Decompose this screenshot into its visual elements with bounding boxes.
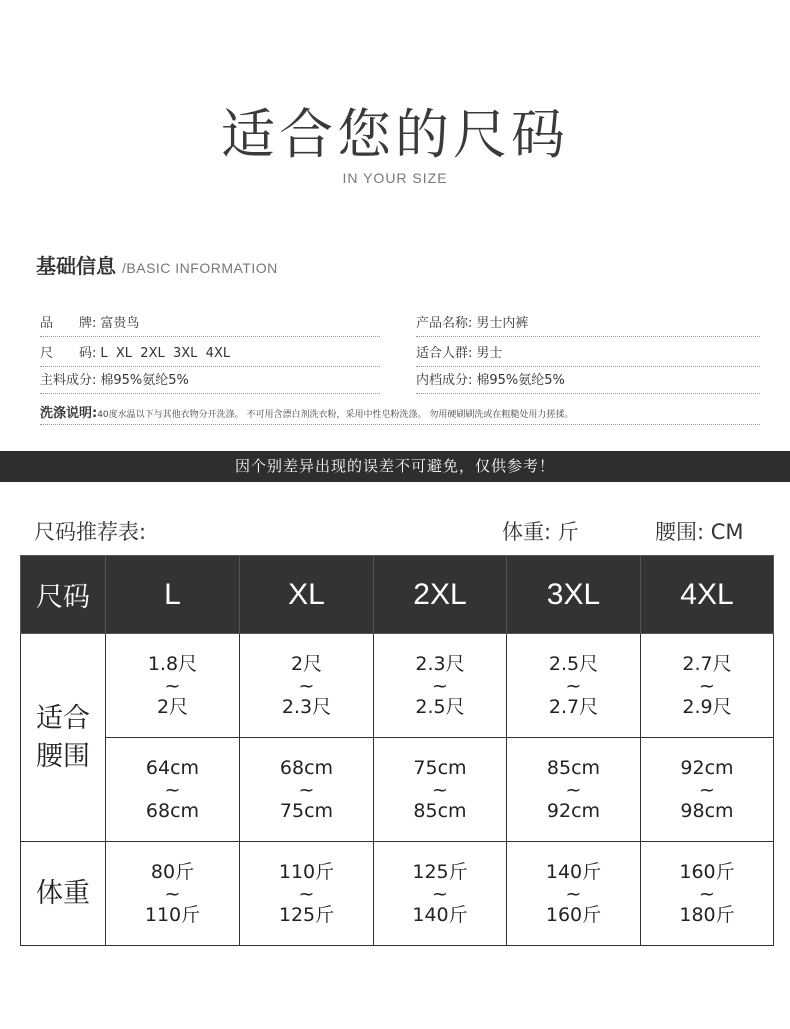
table-cell: 64cm ~ 68cm (106, 738, 240, 842)
table-cell: 80斤 ~ 110斤 (106, 842, 240, 946)
table-cell: 140斤 ~ 160斤 (507, 842, 641, 946)
table-cell: 68cm ~ 75cm (240, 738, 374, 842)
size-chart-label: 尺码推荐表: (34, 520, 147, 544)
info-value: 男士内裤 (476, 316, 529, 331)
info-row-lining-material (416, 369, 760, 394)
info-value: 棉95%氨纶5% (100, 373, 189, 388)
basic-info-heading-en: /BASIC INFORMATION (122, 260, 278, 276)
info-label: 内档成分: (416, 373, 473, 388)
info-value: 男士 (476, 346, 503, 361)
info-row-target-group (416, 342, 760, 367)
size-header-row (21, 556, 774, 634)
info-label: 主料成分: (40, 373, 97, 388)
header-cell-size: 尺码 (21, 556, 106, 634)
wash-text: 40度水温以下与其他衣物分开洗涤。 不可用含漂白剂洗衣粉，采用中性皂粉洗涤。 勿用硬刷刷洗或在粗糙处用力搓揉。 (97, 410, 574, 420)
table-cell: 160斤 ~ 180斤 (641, 842, 774, 946)
size-chart-table (20, 555, 774, 946)
info-value: L XL 2XL 3XL 4XL (100, 346, 231, 361)
weight-row (21, 842, 774, 946)
info-label: 适合人群: (416, 346, 473, 361)
table-cell: 2.3尺 ~ 2.5尺 (374, 634, 507, 738)
info-value: 富贵鸟 (100, 316, 140, 331)
basic-info-heading-zh: 基础信息 (36, 254, 116, 278)
header-cell-4XL: 4XL (641, 556, 774, 634)
info-row-product-name (416, 312, 760, 337)
waist-cm-row (21, 738, 774, 842)
weight-row-label: 体重 (21, 842, 106, 946)
table-cell: 125斤 ~ 140斤 (374, 842, 507, 946)
table-cell: 2.7尺 ~ 2.9尺 (641, 634, 774, 738)
info-label: 尺 码: (40, 346, 97, 361)
wash-label: 洗涤说明: (40, 406, 98, 421)
table-cell: 85cm ~ 92cm (507, 738, 641, 842)
info-row-main-material (40, 369, 380, 394)
info-label: 产品名称: (416, 316, 473, 331)
info-label: 品 牌: (40, 316, 97, 331)
basic-info-heading (36, 250, 278, 279)
header-cell-3XL: 3XL (507, 556, 641, 634)
header-cell-L: L (106, 556, 240, 634)
info-row-brand (40, 312, 380, 337)
table-cell: 2.5尺 ~ 2.7尺 (507, 634, 641, 738)
wash-instructions (40, 400, 760, 425)
header-cell-2XL: 2XL (374, 556, 507, 634)
waist-row-label: 适合腰围 (21, 634, 106, 842)
info-value: 棉95%氨纶5% (476, 373, 565, 388)
disclaimer-banner: 因个别差异出现的误差不可避免，仅供参考！ (0, 451, 790, 482)
header-cell-XL: XL (240, 556, 374, 634)
page-title: 适合您的尺码 (221, 103, 569, 166)
waist-chi-row (21, 634, 774, 738)
page-subtitle: IN YOUR SIZE (342, 170, 448, 186)
waist-unit-label: 腰围: CM (655, 520, 744, 544)
table-cell: 2尺 ~ 2.3尺 (240, 634, 374, 738)
table-cell: 92cm ~ 98cm (641, 738, 774, 842)
info-row-sizes (40, 342, 380, 367)
table-cell: 1.8尺 ~ 2尺 (106, 634, 240, 738)
table-cell: 110斤 ~ 125斤 (240, 842, 374, 946)
table-cell: 75cm ~ 85cm (374, 738, 507, 842)
weight-unit-label: 体重: 斤 (502, 520, 579, 544)
